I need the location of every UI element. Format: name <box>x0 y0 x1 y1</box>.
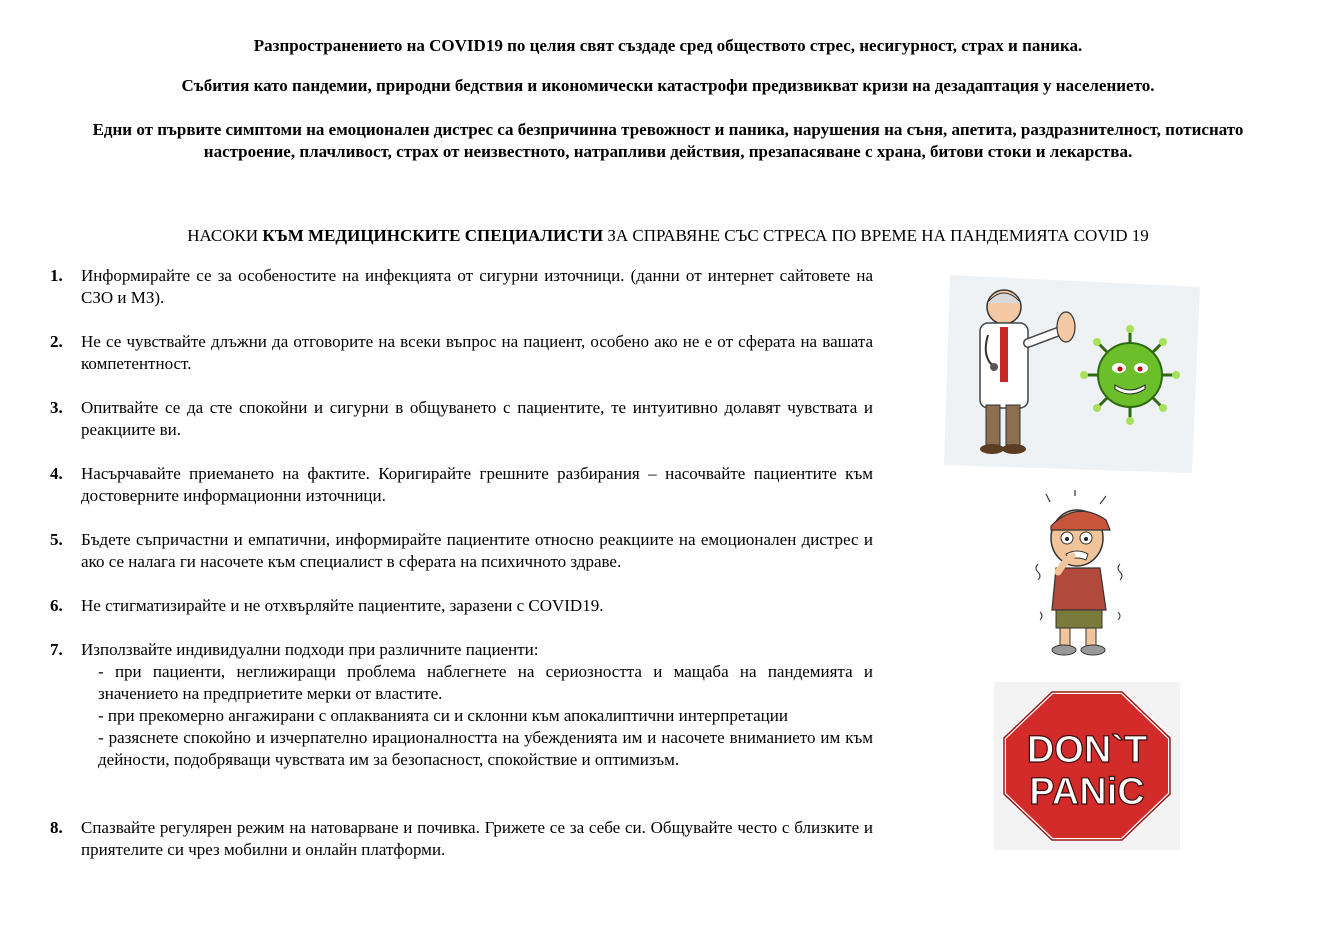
item-text: Спазвайте регулярен режим на натоварване и почивка. Грижете се за себе си. Общувайте често с близките и приятелите си чрез мобилни и онлайн платформи. <box>81 818 873 859</box>
guidelines-heading <box>0 225 1336 247</box>
item-text: Използвайте индивидуални подходи при различните пациенти: <box>81 640 539 659</box>
item-number: 8. <box>50 818 63 837</box>
item-number: 6. <box>50 596 63 615</box>
item-text: Информирайте се за особеностите на инфекцията от сигурни източници. (данни от интернет сайтовете на СЗО и МЗ). <box>81 266 873 307</box>
item-subpoint-1: - при пациенти, неглижиращи проблема наблегнете на сериозността и мащаба на пандемията и значението на предприетите мерки от властите. <box>98 662 873 703</box>
item-subpoint-3: - разяснете спокойно и изчерпателно ирационалността на убежденията им и насочете вниманието им към дейности, подобряващи чувствата им за безопасност, спокойствие и оптимизъм. <box>98 728 873 769</box>
intro-paragraph-2: Събития като пандемии, природни бедствия и икономически катастрофи предизвикват кризи на дезадаптация у населението. <box>181 76 1155 95</box>
item-subpoint-2: - при прекомерно ангажирани с оплакванията си и склонни към апокалиптични интерпретации <box>98 706 788 725</box>
item-text: Насърчавайте приемането на фактите. Коригирайте грешните разбирания – насочвайте пациентите към достоверните информационни източници. <box>81 464 873 505</box>
list-item-6 <box>50 595 873 617</box>
item-text: Опитвайте се да сте спокойни и сигурни в общуването с пациентите, те интуитивно долавят чувствата и реакциите ви. <box>81 398 873 439</box>
list-item-1 <box>50 265 873 309</box>
item-text-block <box>81 639 873 771</box>
anxious-man-illustration <box>1020 490 1140 660</box>
intro-paragraph-3: Едни от първите симптоми на емоционален дистрес са безпричинна тревожност и паника, нарушения на съня, апетита, раздразнителност, потиснато настроение, плачливост, страх от неизвестното, натрапливи действия, презапасяване с храна, битови стоки и лекарства. <box>92 120 1244 161</box>
list-item-4 <box>50 463 873 507</box>
list-item-2 <box>50 331 873 375</box>
intro-paragraph-1: Разпространението на COVID19 по целия свят създаде сред обществото стрес, несигурност, страх и паника. <box>253 36 1083 55</box>
list-item-8 <box>50 817 873 861</box>
heading-part-2: КЪМ МЕДИЦИНСКИТЕ СПЕЦИАЛИСТИ <box>262 226 604 245</box>
item-text: Не стигматизирайте и не отхвърляйте пациентите, заразени с COVID19. <box>81 596 604 615</box>
item-number: 1. <box>50 266 63 285</box>
heading-part-1: НАСОКИ <box>187 226 263 245</box>
item-number: 7. <box>50 640 63 659</box>
sign-line-2: PANiC <box>1029 771 1145 813</box>
list-item-7 <box>50 639 873 771</box>
item-number: 3. <box>50 398 63 417</box>
doctor-virus-illustration <box>942 265 1202 475</box>
item-number: 4. <box>50 464 63 483</box>
item-number: 2. <box>50 332 63 351</box>
list-item-5 <box>50 529 873 573</box>
sign-line-1: DON`T <box>1026 729 1148 771</box>
list-item-3 <box>50 397 873 441</box>
heading-part-3: ЗА СПРАВЯНЕ СЪС СТРЕСА ПО ВРЕМЕ НА ПАНДЕМИЯТА COVID 19 <box>603 226 1149 245</box>
item-text: Бъдете съпричастни и емпатични, информирайте пациентите относно реакциите на емоционален дистрес и ако се налага ги насочете към специалист в сферата на психичното здраве. <box>81 530 873 571</box>
item-text: Не се чувствайте длъжни да отговорите на всеки въпрос на пациент, особено ако не е от сферата на вашата компетентност. <box>81 332 873 373</box>
item-number: 5. <box>50 530 63 549</box>
dont-panic-sign <box>994 682 1180 850</box>
